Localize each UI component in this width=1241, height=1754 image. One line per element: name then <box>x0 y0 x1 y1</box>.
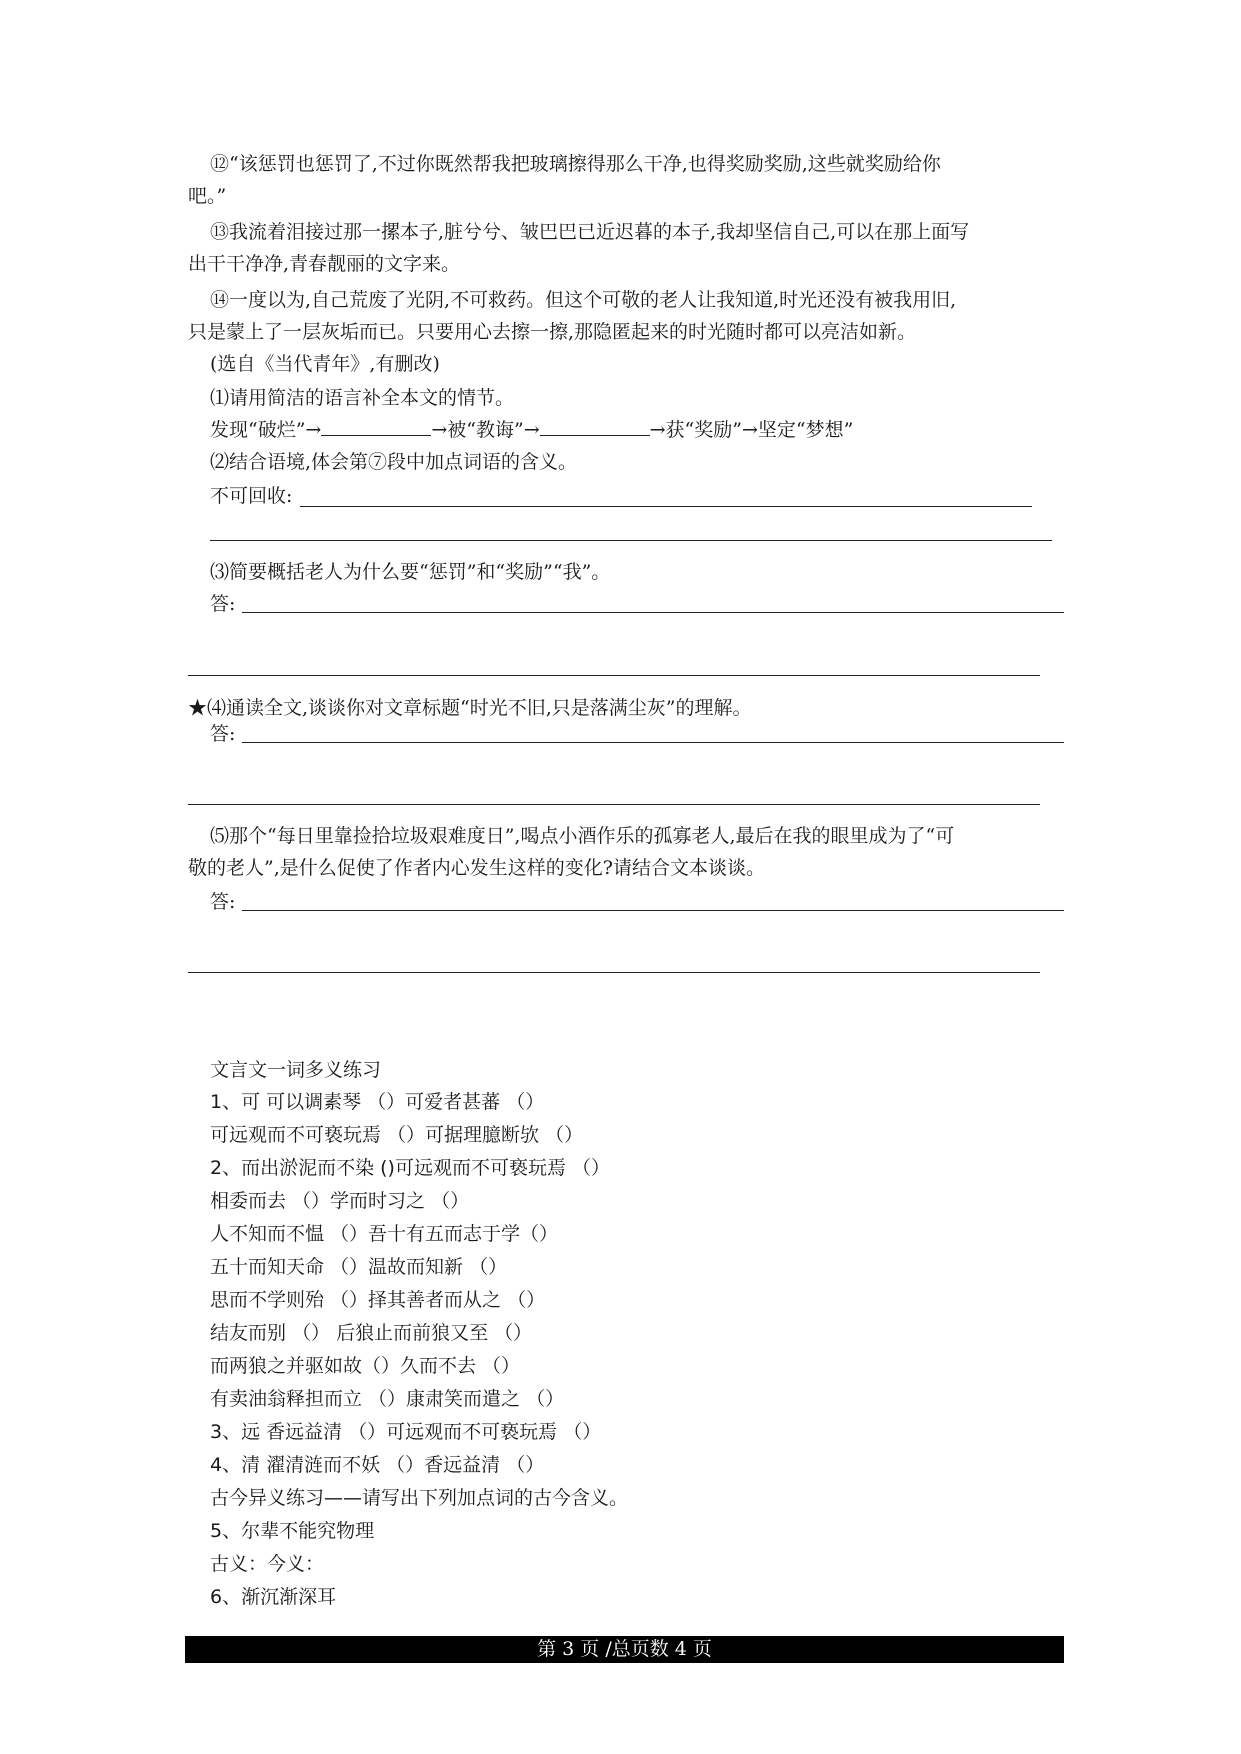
paragraph-12-line-1: ⑫“该惩罚也惩罚了,不过你既然帮我把玻璃擦得那么干净,也得奖励奖励,这些就奖励给你 <box>210 153 941 175</box>
classical-line: 而两狼之并驱如故（）久而不去 （） <box>210 1355 521 1377</box>
answer-line[interactable] <box>242 742 1064 743</box>
classical-line: 古义：今义： <box>210 1553 325 1575</box>
answer-label: 答: <box>210 723 236 745</box>
answer-label: 答: <box>210 891 236 913</box>
classical-line: 2、而出淤泥而不染 ()可远观而不可亵玩焉 （） <box>210 1157 610 1179</box>
flow-middle: →被“教诲”→ <box>431 419 540 441</box>
classical-line: 1、可 可以调素琴 （）可爱者甚蕃 （） <box>210 1091 545 1113</box>
flow-end: →获“奖励”→坚定“梦想” <box>649 419 854 441</box>
question-5-line-1: ⑸那个“每日里靠捡拾垃圾艰难度日”,喝点小酒作乐的孤寡老人,最后在我的眼里成为了“可 <box>210 825 955 847</box>
classical-line: 4、清 濯清涟而不妖 （）香远益清 （） <box>210 1454 545 1476</box>
classical-line: 五十而知天命 （）温故而知新 （） <box>210 1256 508 1278</box>
paragraph-12-line-2: 吧。” <box>188 185 227 207</box>
answer-line[interactable] <box>242 612 1064 613</box>
question-1: ⑴请用简洁的语言补全本文的情节。 <box>210 387 515 409</box>
classical-line: 可远观而不可亵玩焉 （）可据理臆断欤 （） <box>210 1124 584 1146</box>
paragraph-13-line-2: 出干干净净,青春靓丽的文字来。 <box>188 253 461 275</box>
classical-line: 结友而别 （） 后狼止而前狼又至 （） <box>210 1322 533 1344</box>
answer-line[interactable] <box>210 540 1052 541</box>
answer-blank-2[interactable] <box>540 417 650 436</box>
classical-line: 思而不学则殆 （）择其善者而从之 （） <box>210 1289 546 1311</box>
question-3: ⑶简要概括老人为什么要“惩罚”和“奖励”“我”。 <box>210 561 611 583</box>
question-2-label: 不可回收: <box>210 485 293 507</box>
answer-line[interactable] <box>188 972 1040 973</box>
answer-line[interactable] <box>300 506 1032 507</box>
question-2: ⑵结合语境,体会第⑦段中加点词语的含义。 <box>210 451 578 473</box>
answer-blank-1[interactable] <box>321 417 431 436</box>
classical-line: 3、远 香远益清 （）可远观而不可亵玩焉 （） <box>210 1421 602 1443</box>
classical-title: 文言文一词多义练习 <box>210 1059 382 1081</box>
classical-line: 5、尔辈不能究物理 <box>210 1520 375 1542</box>
answer-line[interactable] <box>242 910 1064 911</box>
paragraph-14-line-1: ⑭一度以为,自己荒废了光阴,不可救药。但这个可敬的老人让我知道,时光还没有被我用旧, <box>210 289 957 311</box>
classical-line: 有卖油翁释担而立 （）康肃笑而遣之 （） <box>210 1388 565 1410</box>
answer-label: 答: <box>210 593 236 615</box>
classical-line: 相委而去 （）学而时习之 （） <box>210 1190 470 1212</box>
source-note: (选自《当代青年》,有删改) <box>210 353 440 375</box>
paragraph-13-line-1: ⑬我流着泪接过那一摞本子,脏兮兮、皱巴巴已近迟暮的本子,我却坚信自己,可以在那上面写 <box>210 221 970 243</box>
classical-line: 古今异义练习——请写出下列加点词的古今含义。 <box>210 1487 629 1509</box>
question-5-line-2: 敬的老人”,是什么促使了作者内心发生这样的变化?请结合文本谈谈。 <box>188 857 765 879</box>
answer-line[interactable] <box>188 675 1040 676</box>
paragraph-14-line-2: 只是蒙上了一层灰垢而已。只要用心去擦一擦,那隐匿起来的时光随时都可以亮洁如新。 <box>188 321 917 343</box>
question-1-flow <box>210 416 853 444</box>
classical-line: 6、渐沉渐深耳 <box>210 1586 337 1608</box>
classical-line: 人不知而不愠 （）吾十有五而志于学（） <box>210 1223 559 1245</box>
question-4: ★⑷通读全文,谈谈你对文章标题“时光不旧,只是落满尘灰”的理解。 <box>188 697 752 719</box>
answer-line[interactable] <box>188 804 1040 805</box>
flow-start: 发现“破烂”→ <box>210 419 322 441</box>
page-footer: 第 3 页 /总页数 4 页 <box>185 1636 1064 1663</box>
